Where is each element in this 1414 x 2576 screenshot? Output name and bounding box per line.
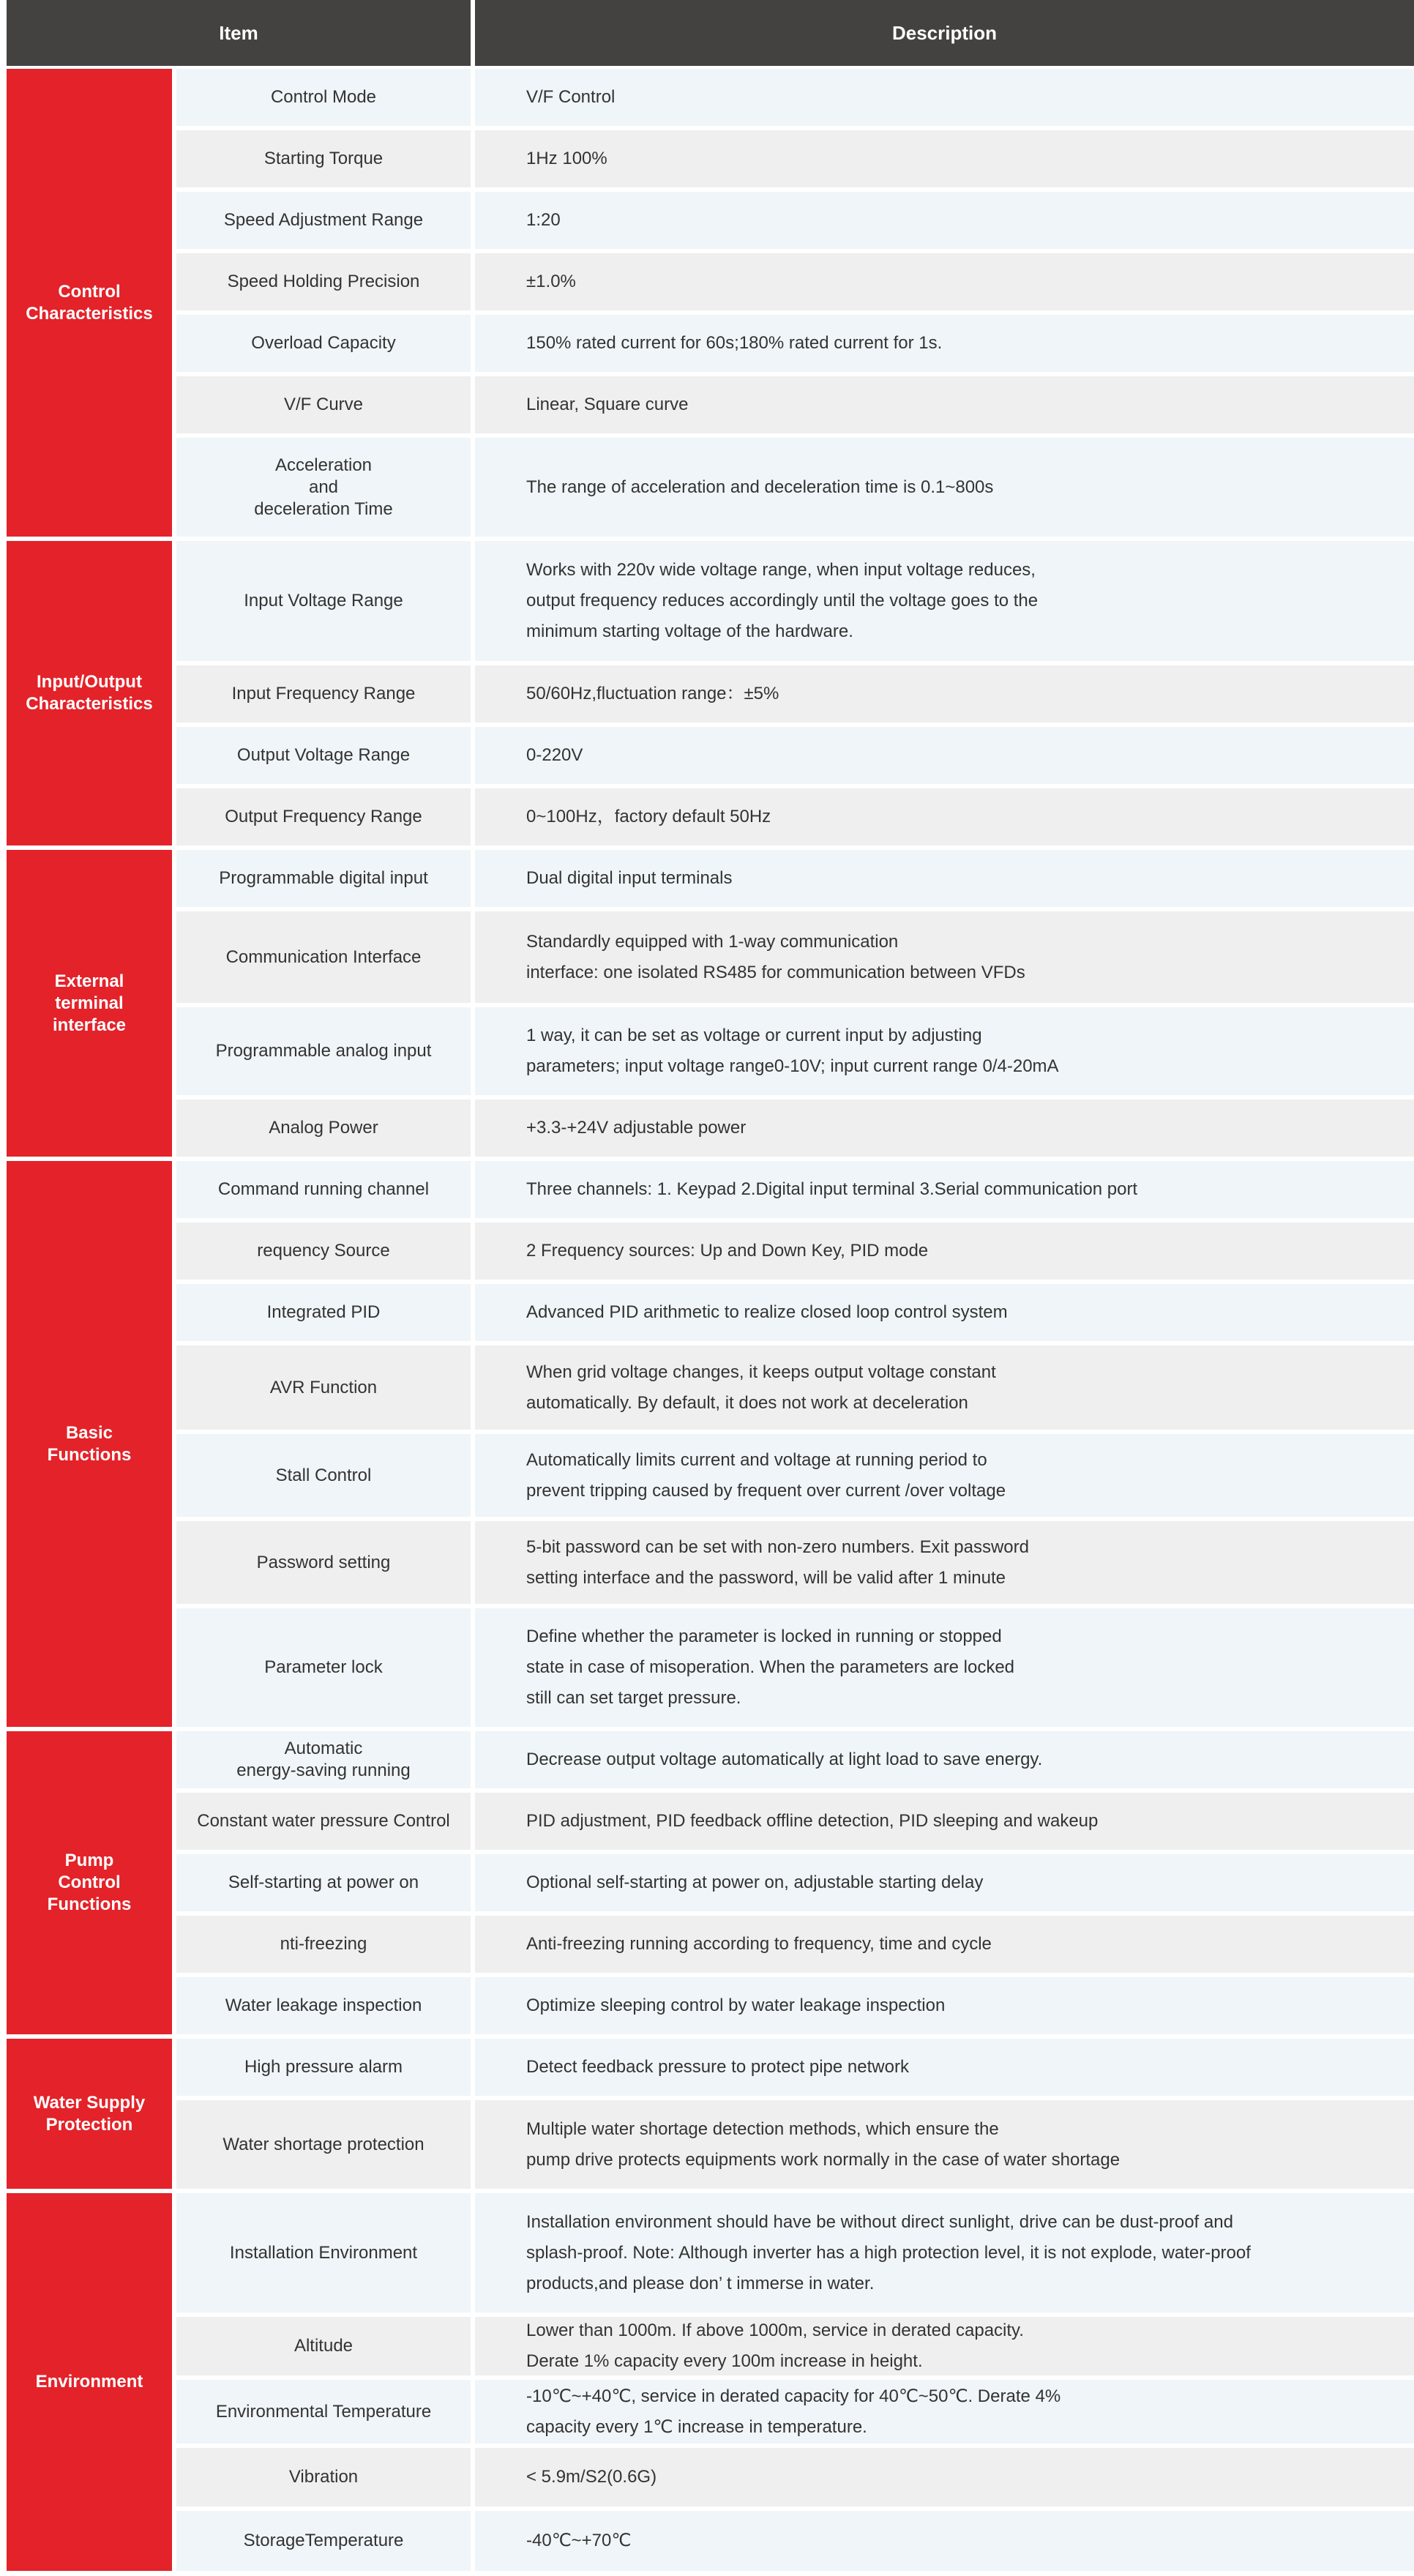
row-item: Vibration (176, 2448, 471, 2506)
row-description: Advanced PID arithmetic to realize closed loop control system (475, 1284, 1414, 1341)
row-item: Analog Power (176, 1100, 471, 1157)
row-description: The range of acceleration and deceleration time is 0.1~800s (475, 438, 1414, 537)
row-item: Communication Interface (176, 911, 471, 1003)
row-item: Programmable digital input (176, 850, 471, 907)
group-label: Pump Control Functions (7, 1731, 172, 2034)
row-description: Installation environment should have be without direct sunlight, drive can be dust-proof and splash-proof. Note: Although inverter has a high protection level, it is not explode, water-proof products,and please don’ t immerse in water. (475, 2193, 1414, 2312)
row-description: 2 Frequency sources: Up and Down Key, PID mode (475, 1222, 1414, 1280)
row-description: 1 way, it can be set as voltage or current input by adjusting parameters; input voltage range0-10V; input current range 0/4-20mA (475, 1007, 1414, 1095)
row-item: Input Voltage Range (176, 541, 471, 661)
header-item: Item (7, 0, 471, 66)
row-description: Optimize sleeping control by water leakage inspection (475, 1977, 1414, 2034)
row-item: Constant water pressure Control (176, 1793, 471, 1850)
row-description: Linear, Square curve (475, 376, 1414, 433)
row-description: Dual digital input terminals (475, 850, 1414, 907)
row-description: Works with 220v wide voltage range, when input voltage reduces, output frequency reduces accordingly until the voltage goes to the minimum starting voltage of the hardware. (475, 541, 1414, 661)
row-description: ±1.0% (475, 253, 1414, 310)
row-item: Output Frequency Range (176, 788, 471, 845)
row-item: Water shortage protection (176, 2100, 471, 2189)
row-description: Detect feedback pressure to protect pipe network (475, 2039, 1414, 2096)
row-description: Optional self-starting at power on, adjustable starting delay (475, 1854, 1414, 1911)
group-label: Water Supply Protection (7, 2039, 172, 2189)
row-item: Starting Torque (176, 130, 471, 187)
row-item: Environmental Temperature (176, 2380, 471, 2444)
row-item: Installation Environment (176, 2193, 471, 2312)
row-item: Password setting (176, 1521, 471, 1604)
row-item: Input Frequency Range (176, 665, 471, 723)
row-description: 150% rated current for 60s;180% rated current for 1s. (475, 315, 1414, 372)
row-description: 0~100Hz，factory default 50Hz (475, 788, 1414, 845)
row-item: Altitude (176, 2317, 471, 2375)
row-item: Acceleration and deceleration Time (176, 438, 471, 537)
row-description: V/F Control (475, 69, 1414, 126)
row-item: Output Voltage Range (176, 727, 471, 784)
row-item: Overload Capacity (176, 315, 471, 372)
row-item: High pressure alarm (176, 2039, 471, 2096)
row-description: 1Hz 100% (475, 130, 1414, 187)
row-description: PID adjustment, PID feedback offline detection, PID sleeping and wakeup (475, 1793, 1414, 1850)
row-item: Speed Holding Precision (176, 253, 471, 310)
group-label: External terminal interface (7, 850, 172, 1157)
row-item: StorageTemperature (176, 2511, 471, 2571)
header-description: Description (475, 0, 1414, 66)
row-item: Integrated PID (176, 1284, 471, 1341)
group-label: Environment (7, 2193, 172, 2571)
row-description: When grid voltage changes, it keeps output voltage constant automatically. By default, it does not work at deceleration (475, 1345, 1414, 1430)
row-description: Multiple water shortage detection methods, which ensure the pump drive protects equipments work normally in the case of water shortage (475, 2100, 1414, 2189)
row-item: Parameter lock (176, 1608, 471, 1727)
row-item: AVR Function (176, 1345, 471, 1430)
row-description: -40℃~+70℃ (475, 2511, 1414, 2571)
row-description: Three channels: 1. Keypad 2.Digital input terminal 3.Serial communication port (475, 1161, 1414, 1218)
row-item: Command running channel (176, 1161, 471, 1218)
row-item: requency Source (176, 1222, 471, 1280)
row-description: Decrease output voltage automatically at light load to save energy. (475, 1731, 1414, 1788)
row-description: Anti-freezing running according to frequency, time and cycle (475, 1916, 1414, 1973)
row-description: Lower than 1000m. If above 1000m, service in derated capacity. Derate 1% capacity every 100m increase in height. (475, 2317, 1414, 2375)
row-item: V/F Curve (176, 376, 471, 433)
row-item: Stall Control (176, 1434, 471, 1517)
row-item: Water leakage inspection (176, 1977, 471, 2034)
row-description: +3.3-+24V adjustable power (475, 1100, 1414, 1157)
row-item: Automatic energy-saving running (176, 1731, 471, 1788)
row-description: -10℃~+40℃, service in derated capacity for 40℃~50℃. Derate 4% capacity every 1℃ increase in temperature. (475, 2380, 1414, 2444)
row-description: Define whether the parameter is locked in running or stopped state in case of misoperation. When the parameters are locked still can set target pressure. (475, 1608, 1414, 1727)
row-description: Standardly equipped with 1-way communication interface: one isolated RS485 for communication between VFDs (475, 911, 1414, 1003)
row-description: 5-bit password can be set with non-zero numbers. Exit password setting interface and the password, will be valid after 1 minute (475, 1521, 1414, 1604)
row-description: 50/60Hz,fluctuation range：±5% (475, 665, 1414, 723)
group-label: Basic Functions (7, 1161, 172, 1727)
row-item: nti-freezing (176, 1916, 471, 1973)
row-item: Self-starting at power on (176, 1854, 471, 1911)
row-description: 0-220V (475, 727, 1414, 784)
row-item: Programmable analog input (176, 1007, 471, 1095)
row-description: Automatically limits current and voltage at running period to prevent tripping caused by frequent over current /over voltage (475, 1434, 1414, 1517)
row-description: 1:20 (475, 192, 1414, 249)
group-label: Control Characteristics (7, 69, 172, 537)
group-label: Input/Output Characteristics (7, 541, 172, 845)
row-description: < 5.9m/S2(0.6G) (475, 2448, 1414, 2506)
row-item: Control Mode (176, 69, 471, 126)
row-item: Speed Adjustment Range (176, 192, 471, 249)
